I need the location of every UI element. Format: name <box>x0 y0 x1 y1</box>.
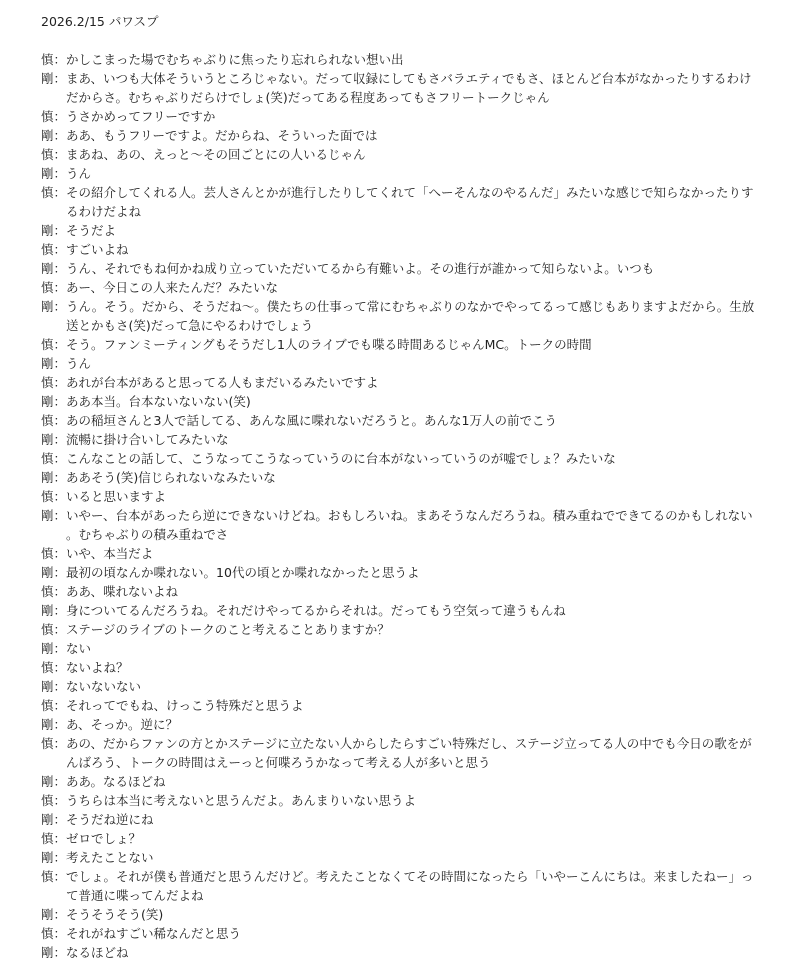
dialogue-text: ゼロでしょ？ <box>66 831 142 846</box>
speaker-name: 慎 <box>41 147 54 162</box>
speaker-name: 慎 <box>41 337 54 352</box>
speaker-separator: ： <box>53 508 67 523</box>
dialogue-line <box>41 354 763 373</box>
dialogue-line <box>41 734 763 772</box>
speaker-name: 剛 <box>41 223 54 238</box>
date-header: 2026.2/15 パワスプ <box>41 14 159 29</box>
speaker-separator: ： <box>53 394 67 409</box>
dialogue-line <box>41 183 763 221</box>
dialogue-text: そうだよ <box>66 223 117 238</box>
dialogue-line <box>41 145 763 164</box>
dialogue-line <box>41 772 763 791</box>
dialogue-text: うん <box>66 356 92 371</box>
speaker-separator: ： <box>53 869 67 884</box>
dialogue-text: ステージのライブのトークのこと考えることありますか？ <box>66 622 390 637</box>
dialogue-line <box>41 69 763 107</box>
speaker-separator: ： <box>53 128 67 143</box>
speaker-name: 剛 <box>41 641 54 656</box>
dialogue-line <box>41 107 763 126</box>
dialogue-text: そうだね逆にね <box>66 812 154 827</box>
dialogue-line <box>41 658 763 677</box>
speaker-name: 剛 <box>41 508 54 523</box>
speaker-separator: ： <box>53 71 67 86</box>
dialogue-line <box>41 411 763 430</box>
dialogue-line <box>41 259 763 278</box>
speaker-separator: ： <box>53 147 67 162</box>
dialogue-text: ないよね？ <box>66 660 129 675</box>
dialogue-line <box>41 905 763 924</box>
dialogue-text: うん、それでもね何かね成り立っていただいてるから有難いよ。その進行が誰かって知らないよ。いつも <box>66 261 655 276</box>
dialogue-line <box>41 943 763 962</box>
speaker-separator: ： <box>53 356 67 371</box>
speaker-name: 剛 <box>41 71 54 86</box>
speaker-name: 慎 <box>41 280 54 295</box>
speaker-name: 剛 <box>41 679 54 694</box>
dialogue-text: 最初の頃なんか喋れない。10代の頃とか喋れなかったと思うよ <box>66 565 420 580</box>
speaker-separator: ： <box>53 831 67 846</box>
speaker-separator: ： <box>53 736 67 751</box>
dialogue-text: そう。ファンミーティングもそうだし1人のライブでも喋る時間あるじゃんMC。トークの時間 <box>66 337 592 352</box>
speaker-separator: ： <box>53 489 67 504</box>
dialogue-text: 流暢に掛け合いしてみたいな <box>66 432 229 447</box>
dialogue-line <box>41 506 763 544</box>
dialogue-text: それがねすごい稀なんだと思う <box>66 926 242 941</box>
dialogue-text: ないないない <box>66 679 142 694</box>
dialogue-text: そうそうそう(笑) <box>66 907 164 922</box>
dialogue-text: 考えたことない <box>66 850 154 865</box>
speaker-separator: ： <box>53 774 67 789</box>
dialogue-text: ない <box>66 641 92 656</box>
dialogue-text: ああ、もうフリーですよ。だからね、そういった面では <box>66 128 378 143</box>
dialogue-line <box>41 829 763 848</box>
dialogue-text: その紹介してくれる人。芸人さんとかが進行したりしてくれて「へーそんなのやるんだ」みたいな感じで知らなかったりするわけだよね <box>66 185 754 219</box>
speaker-separator: ： <box>53 337 67 352</box>
speaker-name: 慎 <box>41 622 54 637</box>
dialogue-line <box>41 810 763 829</box>
speaker-name: 慎 <box>41 413 54 428</box>
speaker-separator: ： <box>53 280 67 295</box>
speaker-separator: ： <box>53 622 67 637</box>
speaker-name: 慎 <box>41 451 54 466</box>
dialogue-line <box>41 126 763 145</box>
dialogue-text: それってでもね、けっこう特殊だと思うよ <box>66 698 304 713</box>
speaker-separator: ： <box>53 926 67 941</box>
speaker-name: 剛 <box>41 907 54 922</box>
speaker-separator: ： <box>53 945 67 960</box>
dialogue-text: うん <box>66 166 92 181</box>
speaker-separator: ： <box>53 850 67 865</box>
dialogue-text: いやー、台本があったら逆にできないけどね。おもしろいね。まあそうなんだろうね。積み重ねでできてるのかもしれない。むちゃぶりの積み重ねでさ <box>66 508 753 542</box>
speaker-name: 剛 <box>41 128 54 143</box>
speaker-separator: ： <box>53 584 67 599</box>
dialogue-text: うちらは本当に考えないと思うんだよ。あんまりいない思うよ <box>66 793 417 808</box>
speaker-name: 剛 <box>41 470 54 485</box>
dialogue-text: あれが台本があると思ってる人もまだいるみたいですよ <box>66 375 379 390</box>
dialogue-line <box>41 791 763 810</box>
dialogue-text: なるほどね <box>66 945 129 960</box>
dialogue-line <box>41 715 763 734</box>
speaker-name: 慎 <box>41 242 54 257</box>
speaker-separator: ： <box>53 470 67 485</box>
speaker-name: 慎 <box>41 185 54 200</box>
speaker-separator: ： <box>53 261 67 276</box>
speaker-separator: ： <box>53 907 67 922</box>
speaker-separator: ： <box>53 223 67 238</box>
dialogue-line <box>41 373 763 392</box>
speaker-separator: ： <box>53 546 67 561</box>
dialogue-text: ああ。なるほどね <box>66 774 166 789</box>
speaker-separator: ： <box>53 242 67 257</box>
dialogue-line <box>41 240 763 259</box>
speaker-separator: ： <box>53 185 67 200</box>
speaker-name: 慎 <box>41 375 54 390</box>
speaker-name: 慎 <box>41 869 54 884</box>
speaker-name: 慎 <box>41 736 54 751</box>
dialogue-text: かしこまった場でむちゃぶりに焦ったり忘れられない想い出 <box>66 52 404 67</box>
speaker-name: 剛 <box>41 850 54 865</box>
dialogue-line <box>41 639 763 658</box>
speaker-name: 慎 <box>41 926 54 941</box>
dialogue-line <box>41 164 763 183</box>
speaker-separator: ： <box>53 812 67 827</box>
dialogue-line <box>41 221 763 240</box>
speaker-separator: ： <box>53 375 67 390</box>
dialogue-text: ああ、喋れないよね <box>66 584 179 599</box>
dialogue-text: ああそう(笑)信じられないなみたいな <box>66 470 276 485</box>
speaker-separator: ： <box>53 565 67 580</box>
dialogue-line <box>41 677 763 696</box>
dialogue-line <box>41 620 763 639</box>
speaker-separator: ： <box>53 109 67 124</box>
speaker-name: 剛 <box>41 717 54 732</box>
speaker-separator: ： <box>53 698 67 713</box>
speaker-name: 慎 <box>41 546 54 561</box>
dialogue-text: うん。そう。だから、そうだね〜。僕たちの仕事って常にむちゃぶりのなかでやってるって感じもありますよだから。生放送とかもさ(笑)だって急にやるわけでしょう <box>66 299 755 333</box>
speaker-name: 剛 <box>41 603 54 618</box>
speaker-separator: ： <box>53 432 67 447</box>
dialogue-text: 身についてるんだろうね。それだけやってるからそれは。だってもう空気って違うもんね <box>66 603 566 618</box>
speaker-name: 剛 <box>41 394 54 409</box>
dialogue-text: まあね、あの、えっと〜その回ごとにの人いるじゃん <box>66 147 366 162</box>
speaker-name: 剛 <box>41 166 54 181</box>
dialogue-text: いると思いますよ <box>66 489 167 504</box>
speaker-separator: ： <box>53 660 67 675</box>
speaker-separator: ： <box>53 299 67 314</box>
dialogue-text: すごいよね <box>66 242 129 257</box>
speaker-separator: ： <box>53 413 67 428</box>
speaker-separator: ： <box>53 451 67 466</box>
dialogue-text: あの、だからファンの方とかステージに立たない人からしたらすごい特殊だし、ステージ立ってる人の中でも今日の歌をがんばろう、トークの時間はえーっと何喋ろうかなって考える人が多いと思う <box>66 736 752 770</box>
dialogue-text: まあ、いつも大体そういうところじゃない。だって収録にしてもさバラエティでもさ、ほとんど台本がなかったりするわけだからさ。むちゃぶりだらけでしょ(笑)だってある程度あってもさフリートークじゃん <box>66 71 752 105</box>
dialogue-line <box>41 563 763 582</box>
speaker-name: 剛 <box>41 432 54 447</box>
dialogue-text: ああ本当。台本ないないない(笑) <box>66 394 251 409</box>
speaker-name: 剛 <box>41 356 54 371</box>
speaker-separator: ： <box>53 52 67 67</box>
speaker-separator: ： <box>53 641 67 656</box>
speaker-name: 剛 <box>41 565 54 580</box>
dialogue-text: いや、本当だよ <box>66 546 154 561</box>
dialogue-line <box>41 50 763 69</box>
dialogue-line <box>41 924 763 943</box>
speaker-name: 剛 <box>41 299 54 314</box>
speaker-separator: ： <box>53 166 67 181</box>
dialogue-line <box>41 297 763 335</box>
dialogue-line <box>41 392 763 411</box>
dialogue-text: こんなことの話して、こうなってこうなっていうのに台本がないっていうのが嘘でしょ？みたいな <box>66 451 616 466</box>
dialogue-line <box>41 278 763 297</box>
dialogue-line <box>41 487 763 506</box>
speaker-name: 剛 <box>41 945 54 960</box>
dialogue-line <box>41 430 763 449</box>
dialogue-line <box>41 468 763 487</box>
dialogue-text: あ、そっか。逆に？ <box>66 717 179 732</box>
dialogue-line <box>41 335 763 354</box>
speaker-separator: ： <box>53 717 67 732</box>
speaker-name: 慎 <box>41 584 54 599</box>
dialogue-line <box>41 867 763 905</box>
speaker-name: 慎 <box>41 698 54 713</box>
speaker-separator: ： <box>53 679 67 694</box>
speaker-name: 剛 <box>41 774 54 789</box>
dialogue-line <box>41 848 763 867</box>
speaker-name: 慎 <box>41 489 54 504</box>
speaker-separator: ： <box>53 603 67 618</box>
dialogue-line <box>41 449 763 468</box>
dialogue-text: あー、今日この人来たんだ？みたいな <box>66 280 279 295</box>
speaker-name: 慎 <box>41 109 54 124</box>
dialogue-line <box>41 601 763 620</box>
speaker-name: 剛 <box>41 812 54 827</box>
dialogue-text: うさかめってフリーですか <box>66 109 216 124</box>
speaker-separator: ： <box>53 793 67 808</box>
dialogue-line <box>41 582 763 601</box>
speaker-name: 慎 <box>41 831 54 846</box>
speaker-name: 慎 <box>41 793 54 808</box>
speaker-name: 剛 <box>41 261 54 276</box>
speaker-name: 慎 <box>41 52 54 67</box>
speaker-name: 慎 <box>41 660 54 675</box>
dialogue-line <box>41 544 763 563</box>
dialogue-text: でしょ。それが僕も普通だと思うんだけど。考えたことなくてその時間になったら「いやーこんにちは。来ましたねー」って普通に喋ってんだよね <box>66 869 754 903</box>
dialogue-line <box>41 696 763 715</box>
dialogue-text: あの稲垣さんと3人で話してる、あんな風に喋れないだろうと。あんな1万人の前でこう <box>66 413 557 428</box>
transcript-body <box>41 50 763 962</box>
